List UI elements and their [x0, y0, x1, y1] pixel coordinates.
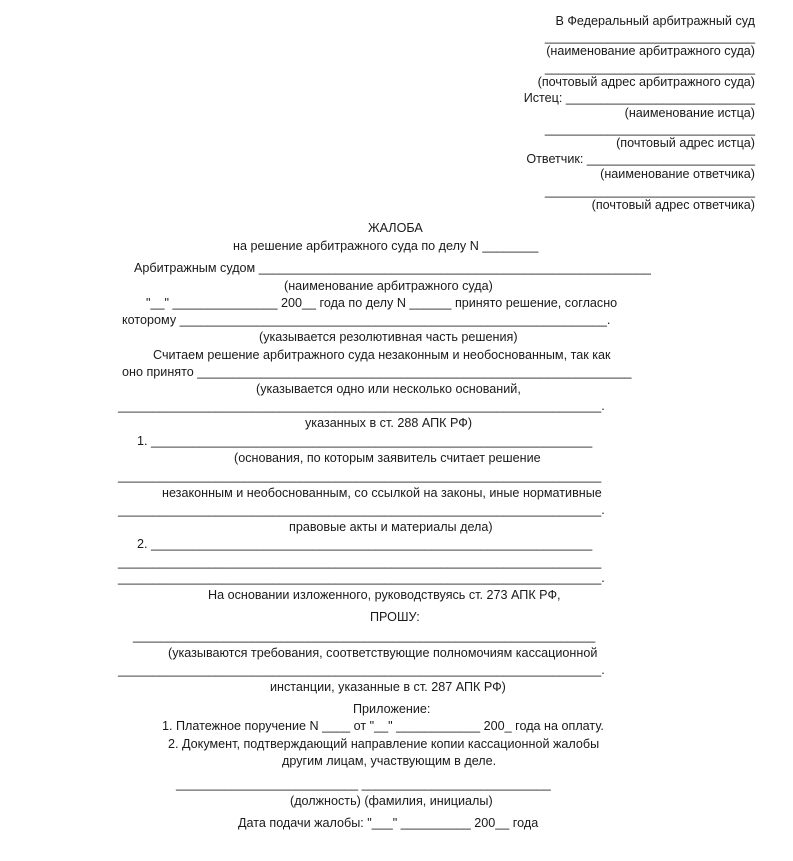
attachments-heading: Приложение:: [353, 702, 431, 716]
plaintiff-address-hint: (почтовый адрес истца): [616, 136, 755, 150]
decision-date-line: "__" _______________ 200__ года по делу N ______ принято решение, согласно: [146, 296, 618, 310]
document-subtitle: на решение арбитражного суда по делу N ________: [233, 239, 539, 253]
request-hint: (указываются требования, соответствующие полномочиям кассационной: [168, 646, 598, 660]
defendant-address-hint: (почтовый адрес ответчика): [591, 198, 755, 212]
grounds-line: оно принято ______________________________________________________________: [122, 365, 632, 379]
plaintiff-address-line: ______________________________: [544, 122, 755, 136]
unlawful-statement: Считаем решение арбитражного суда незаконным и необоснованным, так как: [153, 348, 611, 362]
submission-date: Дата подачи жалобы: "___" __________ 200__ года: [238, 816, 539, 830]
ground-1-hint-3: правовые акты и материалы дела): [289, 520, 493, 534]
court-name-line: ______________________________: [544, 30, 755, 44]
plaintiff-line: Истец: ___________________________: [523, 91, 755, 105]
decision-content-line: которому _____________________________________________________________.: [122, 313, 611, 327]
document-title: ЖАЛОБА: [368, 221, 423, 235]
court-fill-line: Арбитражным судом ________________________________________________________: [134, 261, 651, 275]
grounds-line-2: _____________________________________________________________________.: [118, 399, 605, 413]
attachment-item-2-cont: другим лицам, участвующим в деле.: [282, 754, 497, 768]
grounds-hint-2: указанных в ст. 288 АПК РФ): [305, 416, 473, 430]
plaintiff-name-hint: (наименование истца): [624, 106, 755, 120]
request-heading: ПРОШУ:: [370, 610, 420, 624]
court-address-line: ______________________________: [544, 61, 755, 75]
defendant-name-hint: (наименование ответчика): [600, 167, 755, 181]
ground-1-hint-2: незаконным и необоснованным, со ссылкой на законы, иные нормативные: [162, 486, 602, 500]
court-addressee: В Федеральный арбитражный суд: [555, 14, 755, 28]
court-address-hint: (почтовый адрес арбитражного суда): [537, 75, 755, 89]
court-name-hint: (наименование арбитражного суда): [546, 44, 755, 58]
defendant-address-line: ______________________________: [544, 184, 755, 198]
request-hint-2: инстанции, указанные в ст. 287 АПК РФ): [270, 680, 506, 694]
attachment-item-2: 2. Документ, подтверждающий направление копии кассационной жалобы: [168, 737, 600, 751]
court-fill-hint: (наименование арбитражного суда): [284, 279, 493, 293]
ground-1-line-2: _____________________________________________________________________: [118, 469, 602, 483]
decision-content-hint: (указывается резолютивная часть решения): [259, 330, 518, 344]
defendant-line: Ответчик: ________________________: [526, 152, 755, 166]
grounds-hint: (указывается одно или несколько оснований,: [256, 382, 521, 396]
ground-1-line-3: _____________________________________________________________________.: [118, 503, 605, 517]
ground-1-hint: (основания, по которым заявитель считает решение: [234, 451, 541, 465]
attachment-item-1: 1. Платежное поручение N ____ от "__" ____________ 200_ года на оплату.: [162, 719, 604, 733]
ground-2-line-2: _____________________________________________________________________: [118, 555, 602, 569]
legal-basis: На основании изложенного, руководствуясь ст. 273 АПК РФ,: [208, 588, 561, 602]
request-line: __________________________________________________________________: [133, 629, 596, 643]
ground-2-line-3: _____________________________________________________________________.: [118, 571, 605, 585]
signature-line: __________________________ ___________________________: [176, 777, 551, 791]
ground-1-line: 1. _______________________________________________________________: [137, 434, 593, 448]
ground-2-line: 2. _______________________________________________________________: [137, 537, 593, 551]
request-line-2: _____________________________________________________________________.: [118, 663, 605, 677]
signature-hint: (должность) (фамилия, инициалы): [290, 794, 493, 808]
